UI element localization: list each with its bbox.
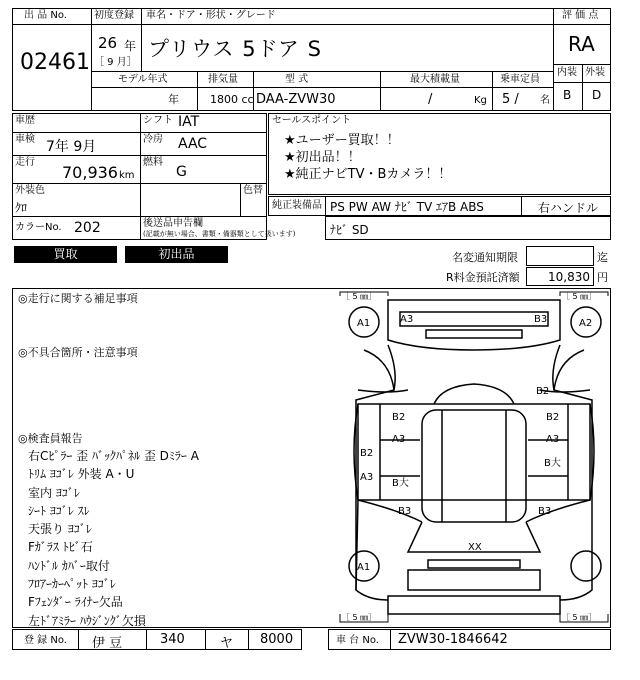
reg-month: ［ 9 月］: [94, 57, 137, 68]
color: ｸﾛ: [15, 201, 28, 215]
reg-no-label: 登 録 No.: [24, 635, 67, 646]
svg-text:A3: A3: [400, 314, 414, 325]
recycle: 10,830: [548, 270, 590, 284]
exterior-score: D: [592, 88, 602, 102]
mileage-unit: km: [119, 170, 135, 181]
recycle-unit: 円: [597, 271, 608, 284]
svg-text:［ 5 ㎜］: ［ 5 ㎜］: [562, 613, 597, 622]
svg-text:A3: A3: [392, 434, 406, 445]
svg-text:B2: B2: [536, 386, 550, 397]
svg-text:［ 5 ㎜］: ［ 5 ㎜］: [342, 613, 377, 622]
fuel-label: 燃料: [143, 157, 163, 168]
max-load: /: [428, 92, 433, 107]
color-no-label: カラーNo.: [15, 222, 62, 233]
ac-label: 冷房: [143, 134, 163, 145]
svg-text:B大: B大: [544, 458, 561, 469]
capacity-label: 乗車定員: [500, 74, 540, 85]
reg-place: 伊 豆: [92, 636, 123, 651]
svg-text:A2: A2: [579, 318, 593, 329]
max-load-label: 最大積載量: [410, 74, 460, 85]
reg-number: 8000: [260, 632, 294, 647]
fuel: G: [176, 164, 187, 180]
capacity: 5 /: [502, 92, 519, 107]
year-unit: 年: [124, 39, 137, 53]
inspector-line: Fﾌｪﾝﾀﾞｰ ﾗｲﾅｰ欠品: [28, 595, 123, 610]
inspector-line: 右Cﾋﾟﾗｰ 歪 ﾊﾞｯｸﾊﾟﾈﾙ 歪 Dﾐﾗｰ A: [28, 449, 199, 463]
inspector-line: 左ﾄﾞｱﾐﾗｰ ﾊｳｼﾞﾝｸﾞ欠損: [28, 613, 146, 628]
reg-year: 26: [98, 34, 118, 52]
sales-point-3: ★純正ナビTV・Bカメラ！！: [284, 167, 452, 182]
shift-label: シフト: [143, 115, 173, 126]
exterior-label: 外装: [585, 67, 605, 78]
inspector-line: ﾊﾝﾄﾞﾙ ｶﾊﾞｰ取付: [28, 558, 110, 573]
capacity-unit: 名: [540, 95, 550, 106]
svg-text:A1: A1: [357, 562, 371, 573]
reg-class: 340: [160, 632, 185, 647]
inspection-value: 7年 9月: [46, 139, 97, 155]
aftermarket-label: 後送品申告欄: [143, 218, 203, 229]
svg-text:A3: A3: [546, 434, 560, 445]
tag-purchase: 買取: [14, 246, 117, 263]
inspector-line: Fｶﾞﾗｽ ﾄﾋﾞ石: [28, 540, 93, 555]
lot-no-label: 出 品 No.: [24, 10, 67, 21]
aftermarket: ﾅﾋﾞ SD: [330, 223, 369, 237]
aftermarket-note: (記載が無い場合、書類・備器類として扱います): [143, 230, 296, 238]
svg-text:B3: B3: [398, 506, 412, 517]
name-change-box: [526, 246, 594, 266]
type-label: 型 式: [285, 74, 309, 85]
name-change-label: 名変通知期限: [452, 251, 518, 264]
interior-score: B: [563, 88, 572, 102]
model-year-unit: 年: [168, 93, 179, 106]
steering: 右ハンドル: [538, 201, 599, 215]
score: RA: [568, 32, 595, 56]
svg-text:B3: B3: [538, 506, 552, 517]
tag-first-listing: 初出品: [125, 246, 228, 263]
color-no: 202: [74, 220, 101, 236]
displacement: 1800 cc: [210, 93, 254, 106]
svg-text:［ 5 ㎜］: ［ 5 ㎜］: [562, 292, 597, 301]
svg-text:［ 5 ㎜］: ［ 5 ㎜］: [342, 292, 377, 301]
shift: IAT: [178, 114, 200, 130]
mileage: 70,936: [62, 163, 118, 182]
equipment: PS PW AW ﾅﾋﾞ TV ｴｱB ABS: [330, 200, 484, 214]
svg-text:XX: XX: [468, 542, 482, 553]
chassis: ZVW30-1846642: [398, 632, 508, 647]
type: DAA-ZVW30: [256, 92, 336, 107]
defects-title: ◎不具合箇所・注意事項: [18, 346, 138, 359]
car-name-label: 車名・ドア・形状・グレード: [146, 10, 276, 21]
inspector-line: ｼｰﾄ ﾖｺﾞﾚ ｽﾚ: [28, 503, 90, 518]
svg-text:A1: A1: [357, 318, 371, 329]
model-year-label: モデル年式: [118, 74, 168, 85]
inspector-line: ﾄﾘﾑ ﾖｺﾞﾚ 外装 A・U: [28, 467, 135, 482]
inspector-line: 室内 ﾖｺﾞﾚ: [28, 485, 80, 500]
inspection-label: 車検: [15, 134, 35, 145]
score-label: 評 価 点: [562, 10, 599, 21]
svg-text:B3: B3: [534, 314, 548, 325]
sales-point-1: ★ユーザー買取！！: [284, 133, 400, 148]
name-change-unit: 迄: [597, 251, 608, 264]
color-label: 外装色: [15, 185, 45, 196]
car-name: プリウス 5ドア S: [148, 37, 322, 61]
ac: AAC: [178, 136, 208, 152]
lot-no: 02461: [20, 50, 90, 75]
displacement-label: 排気量: [208, 74, 238, 85]
driving-notes-title: ◎走行に関する補足事項: [18, 292, 138, 305]
sales-point-2: ★初出品！！: [284, 150, 361, 165]
svg-text:B2: B2: [546, 412, 560, 423]
history-label: 車歴: [15, 115, 35, 126]
svg-text:B2: B2: [392, 412, 406, 423]
svg-text:B大: B大: [392, 478, 409, 489]
inspector-lines: [28, 447, 199, 630]
repaint-label: 色替: [243, 185, 263, 196]
interior-label: 内装: [557, 67, 577, 78]
inspector-line: 天張り ﾖｺﾞﾚ: [28, 522, 92, 537]
svg-text:B2: B2: [360, 448, 374, 459]
reg-kana: ヤ: [220, 636, 234, 651]
sales-point-label: セールスポイント: [272, 115, 352, 126]
chassis-label: 車 台 No.: [336, 635, 379, 646]
svg-text:A3: A3: [360, 472, 374, 483]
recycle-label: R料金預託済額: [446, 271, 520, 284]
max-load-unit: Kg: [474, 95, 487, 106]
inspector-line: ﾌﾛｱｰｶｰﾍﾟｯﾄ ﾖｺﾞﾚ: [28, 577, 116, 592]
reg-label: 初度登録: [94, 10, 134, 21]
inspector-title: ◎検査員報告: [18, 432, 83, 445]
car-damage-diagram: [338, 290, 610, 626]
equipment-label: 純正装備品: [272, 200, 322, 211]
mileage-label: 走行: [15, 157, 35, 168]
